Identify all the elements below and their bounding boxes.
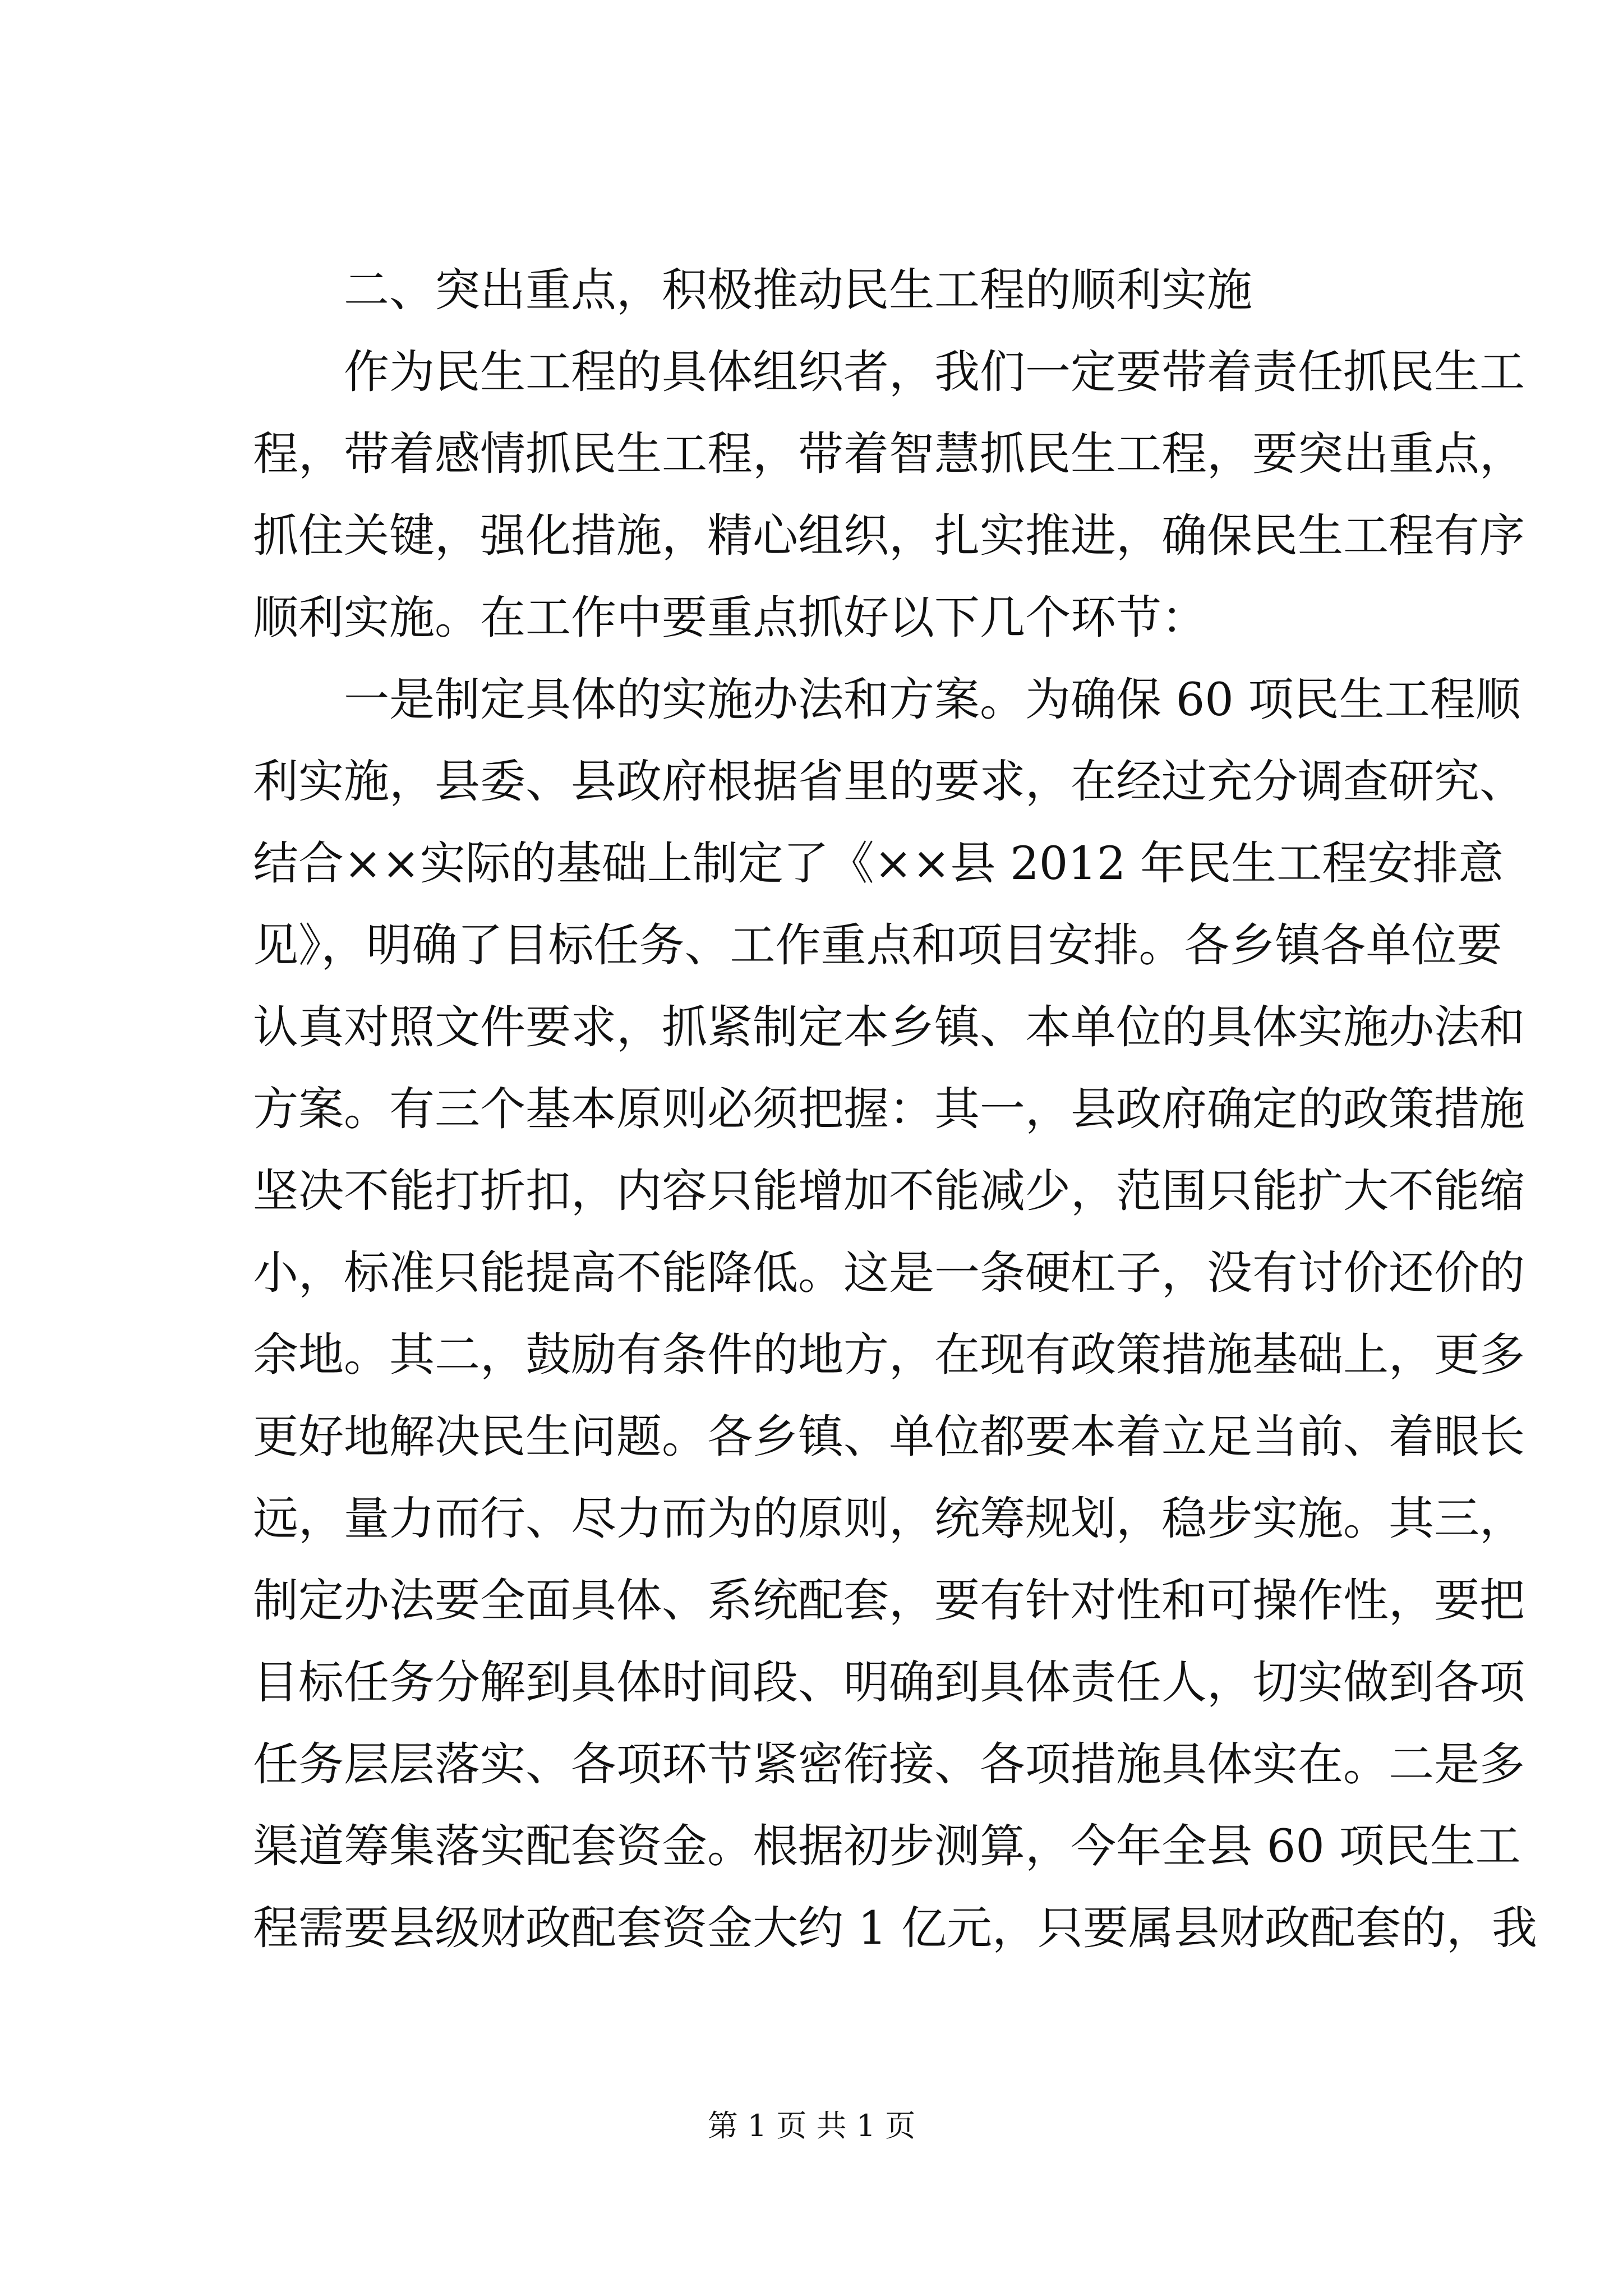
page-footer: 第 1 页 共 1 页 <box>707 2108 916 2143</box>
text-line: 远，量力而行、尽力而为的原则，统筹规划，稳步实施。其三， <box>253 1493 1525 1545</box>
text-line: 抓住关键，强化措施，精心组织，扎实推进，确保民生工程有序 <box>253 510 1525 563</box>
text-line: 坚决不能打折扣，内容只能增加不能减少，范围只能扩大不能缩 <box>253 1165 1525 1218</box>
text-line: 程，带着感情抓民生工程，带着智慧抓民生工程，要突出重点， <box>253 428 1525 481</box>
text-line: 小，标准只能提高不能降低。这是一条硬杠子，没有讨价还价的 <box>253 1247 1525 1300</box>
text-line: 一是制定具体的实施办法和方案。为确保 60 项民生工程顺 <box>344 674 1521 726</box>
text-line: 任务层层落实、各项环节紧密衔接、各项措施具体实在。二是多 <box>253 1738 1525 1791</box>
section-heading: 二、突出重点，积极推动民生工程的顺利实施 <box>344 264 1253 317</box>
text-line: 利实施，县委、县政府根据省里的要求，在经过充分调查研究、 <box>253 756 1525 808</box>
text-line: 认真对照文件要求，抓紧制定本乡镇、本单位的具体实施办法和 <box>253 1001 1525 1054</box>
text-line: 程需要县级财政配套资金大约 1 亿元，只要属县财政配套的，我 <box>253 1902 1538 1955</box>
text-line: 作为民生工程的具体组织者，我们一定要带着责任抓民生工 <box>344 346 1525 399</box>
text-line: 更好地解决民生问题。各乡镇、单位都要本着立足当前、着眼长 <box>253 1411 1525 1464</box>
text-line: 顺利实施。在工作中要重点抓好以下几个环节： <box>253 592 1207 645</box>
text-line: 方案。有三个基本原则必须把握：其一，县政府确定的政策措施 <box>253 1083 1525 1136</box>
text-line: 余地。其二，鼓励有条件的地方，在现有政策措施基础上，更多 <box>253 1329 1525 1382</box>
text-line: 见》，明确了目标任务、工作重点和项目安排。各乡镇各单位要 <box>253 919 1502 972</box>
text-line: 制定办法要全面具体、系统配套，要有针对性和可操作性，要把 <box>253 1575 1525 1627</box>
text-line: 目标任务分解到具体时间段、明确到具体责任人，切实做到各项 <box>253 1657 1525 1709</box>
text-line: 结合××实际的基础上制定了《××县 2012 年民生工程安排意 <box>253 838 1504 890</box>
text-line: 渠道筹集落实配套资金。根据初步测算，今年全县 60 项民生工 <box>253 1820 1521 1873</box>
document-body <box>253 250 1538 1970</box>
